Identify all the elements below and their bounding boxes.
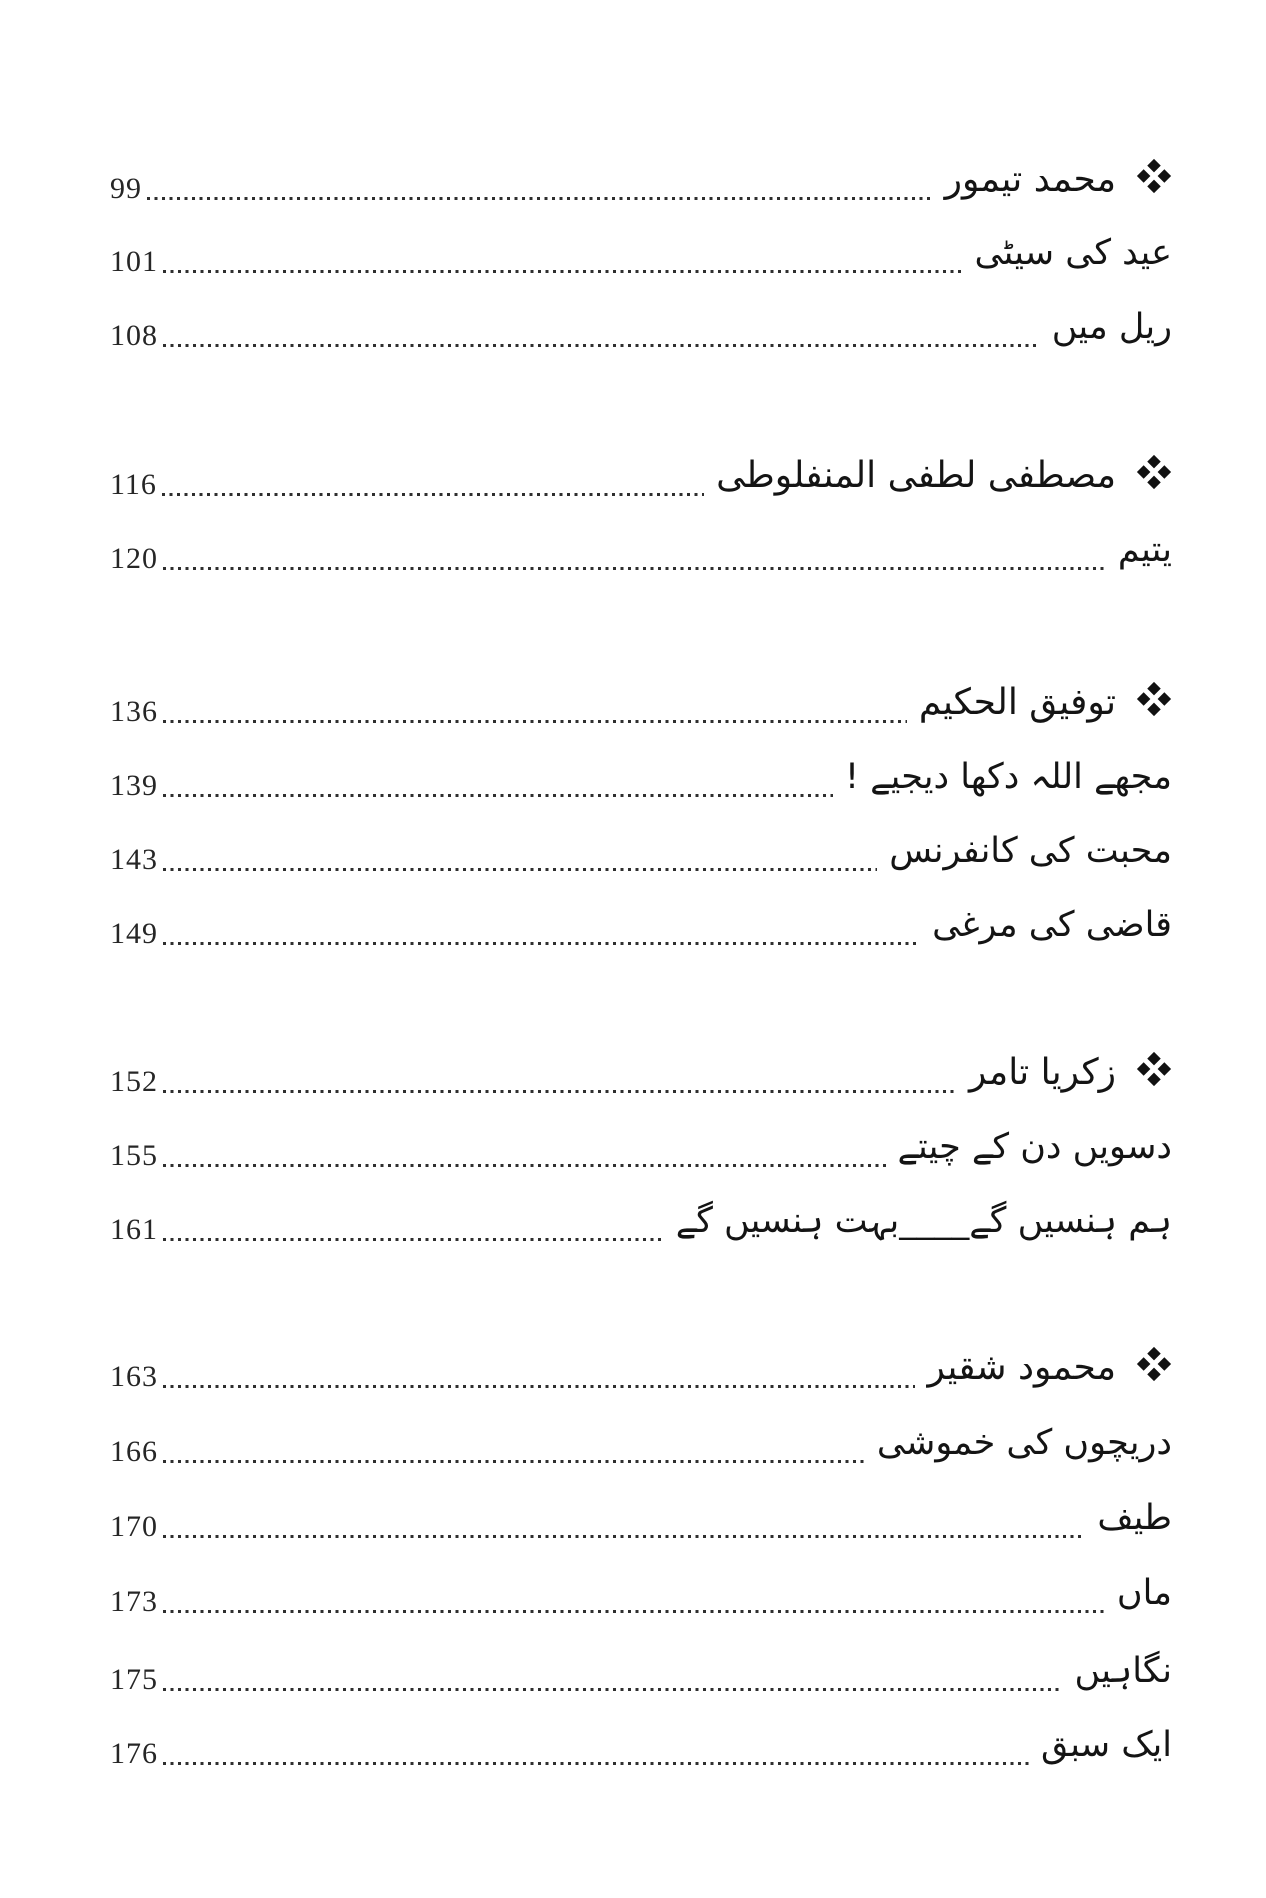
toc-entry: [110, 1393, 1172, 1468]
page-number: 108: [110, 319, 158, 352]
page-number: 170: [110, 1510, 158, 1543]
dotted-leader: [163, 1610, 1105, 1613]
toc-section-header: [110, 426, 1172, 501]
page-number: 155: [110, 1139, 158, 1172]
page-number: 101: [110, 245, 158, 278]
page-number: 149: [110, 917, 158, 950]
page-number: 175: [110, 1663, 158, 1696]
toc-section-header: [110, 1318, 1172, 1393]
entry-title: دسویں دن کے چیتے: [897, 1127, 1172, 1167]
four-diamonds-icon: [1136, 454, 1172, 490]
entry-title: دریچوں کی خموشی: [876, 1423, 1172, 1463]
entry-title: محبت کی کانفرنس: [889, 831, 1172, 871]
page-number: 176: [110, 1737, 158, 1770]
page-number: 99: [110, 172, 142, 205]
author-name: محمد تیمور: [944, 159, 1116, 200]
page-number: 152: [110, 1065, 158, 1098]
toc-entry: [110, 1543, 1172, 1618]
page-number: 166: [110, 1435, 158, 1468]
toc-entry: [110, 1621, 1172, 1696]
dotted-leader: [163, 1535, 1085, 1538]
page-number: 116: [110, 468, 157, 501]
entry-title: نگاہیں: [1074, 1651, 1172, 1691]
page-number: 120: [110, 542, 158, 575]
dotted-leader: [163, 794, 833, 797]
entry-title: ہم ہنسیں گے____بہت ہنسیں گے: [675, 1201, 1172, 1241]
toc-entry: [110, 1097, 1172, 1172]
toc-entry: [110, 1468, 1172, 1543]
dotted-leader: [163, 942, 920, 945]
toc-entry: [110, 801, 1172, 876]
toc-section-header: [110, 130, 1172, 205]
entry-title: عید کی سیٹی: [974, 233, 1172, 273]
dotted-leader: [162, 493, 704, 496]
dotted-leader: [163, 344, 1040, 347]
four-diamonds-icon: [1136, 1051, 1172, 1087]
toc-entry: [110, 500, 1172, 575]
entry-title: طیف: [1097, 1498, 1172, 1538]
page-number: 139: [110, 769, 158, 802]
toc-entry: [110, 277, 1172, 352]
entry-title: مجھے اللہ دکھا دیجیے !: [844, 757, 1172, 797]
dotted-leader: [163, 720, 907, 723]
toc-entry: [110, 1171, 1172, 1246]
page-number: 163: [110, 1360, 158, 1393]
author-name: مصطفی لطفی المنفلوطی: [716, 455, 1116, 496]
dotted-leader: [163, 1385, 915, 1388]
dotted-leader: [163, 1090, 957, 1093]
dotted-leader: [163, 868, 877, 871]
page-number: 161: [110, 1213, 158, 1246]
entry-title: قاضی کی مرغی: [932, 905, 1172, 945]
four-diamonds-icon: [1136, 1346, 1172, 1382]
dotted-leader: [163, 567, 1106, 570]
author-name: توفیق الحکیم: [918, 682, 1116, 723]
four-diamonds-icon: [1136, 158, 1172, 194]
dotted-leader: [163, 1688, 1063, 1691]
toc-entry: [110, 875, 1172, 950]
page-number: 143: [110, 843, 158, 876]
dotted-leader: [163, 1164, 886, 1167]
four-diamonds-icon: [1136, 681, 1172, 717]
toc-entry: [110, 727, 1172, 802]
author-name: زکریا تامر: [969, 1052, 1116, 1093]
entry-title: ایک سبق: [1041, 1725, 1172, 1765]
page-number: 136: [110, 695, 158, 728]
dotted-leader: [163, 1762, 1029, 1765]
dotted-leader: [163, 1238, 664, 1241]
toc-section-header: [110, 653, 1172, 728]
dotted-leader: [163, 270, 962, 273]
dotted-leader: [147, 197, 933, 200]
page-number: 173: [110, 1585, 158, 1618]
toc-section-header: [110, 1023, 1172, 1098]
entry-title: ماں: [1116, 1573, 1172, 1613]
entry-title: یتیم: [1117, 530, 1172, 570]
toc-entry: [110, 203, 1172, 278]
entry-title: ریل میں: [1051, 307, 1172, 347]
toc-entry: [110, 1695, 1172, 1770]
dotted-leader: [163, 1460, 865, 1463]
author-name: محمود شقیر: [927, 1347, 1116, 1388]
